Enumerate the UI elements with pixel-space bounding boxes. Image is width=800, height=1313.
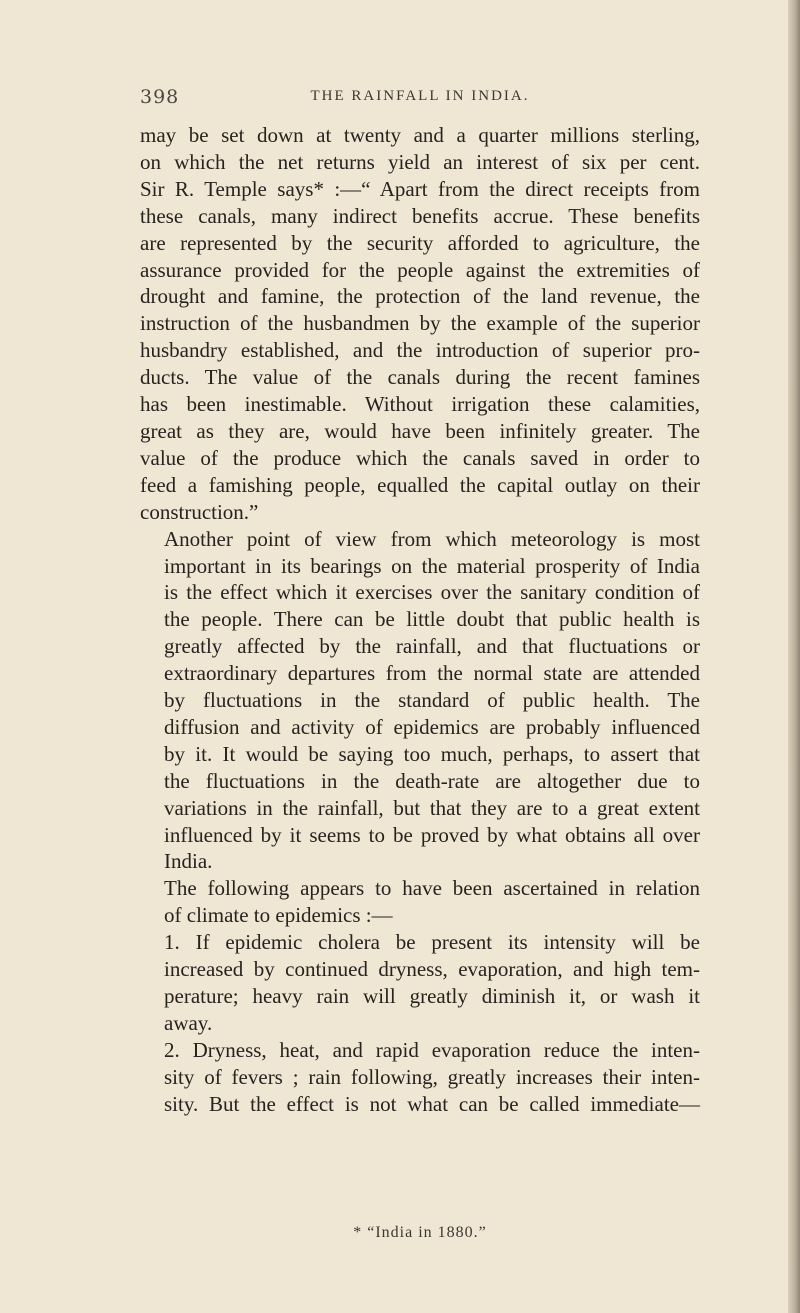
text-line: drought and famine, the protection of the land revenue, the: [140, 284, 700, 309]
text-line: greatly affected by the rainfall, and that fluctuations or: [164, 634, 700, 659]
text-line: are represented by the security afforded to agriculture, the: [140, 230, 700, 255]
text-line: by it. It would be saying too much, perhaps, to assert that: [164, 741, 700, 766]
paragraph: [140, 929, 700, 1037]
text-line: Another point of view from which meteorology is most: [164, 526, 700, 551]
text-line: the people. There can be little doubt that public health is: [164, 607, 700, 632]
text-line: instruction of the husbandmen by the example of the superior: [140, 311, 700, 336]
body-text: [140, 122, 700, 1118]
footnote: * “India in 1880.”: [353, 1224, 487, 1241]
text-line: of climate to epidemics :—: [164, 903, 393, 928]
text-line: important in its bearings on the material prosperity of India: [164, 553, 700, 578]
text-line: sity of fevers ; rain following, greatly increases their inten-: [164, 1064, 700, 1089]
text-line: away.: [164, 1010, 213, 1035]
paragraph: [140, 875, 700, 929]
text-line: Sir R. Temple says* :—“ Apart from the direct receipts from: [140, 176, 700, 201]
text-line: sity. But the effect is not what can be called immediate—: [164, 1091, 700, 1116]
text-line: feed a famishing people, equalled the capital outlay on their: [140, 472, 700, 497]
text-line: construction.”: [140, 499, 259, 524]
text-line: has been inestimable. Without irrigation these calamities,: [140, 392, 700, 417]
page-number: 398: [140, 86, 180, 108]
text-line: increased by continued dryness, evaporation, and high tem-: [164, 957, 700, 982]
text-line: India.: [164, 849, 213, 874]
text-line: by fluctuations in the standard of public health. The: [164, 688, 700, 713]
text-line: influenced by it seems to be proved by what obtains all over: [164, 822, 700, 847]
text-line: these canals, many indirect benefits accrue. These benefits: [140, 203, 700, 228]
text-line: The following appears to have been ascertained in relation: [164, 876, 700, 901]
text-line: great as they are, would have been infinitely greater. The: [140, 418, 700, 443]
page-header: [140, 86, 700, 110]
text-line: variations in the rainfall, but that they are to a great extent: [164, 795, 700, 820]
text-line: is the effect which it exercises over the sanitary condition of: [164, 580, 700, 605]
text-line: perature; heavy rain will greatly diminish it, or wash it: [164, 984, 700, 1008]
text-line: 2. Dryness, heat, and rapid evaporation reduce the inten-: [164, 1037, 700, 1062]
text-line: diffusion and activity of epidemics are probably influenced: [164, 714, 700, 739]
text-line: value of the produce which the canals saved in order to: [140, 445, 700, 470]
text-line: husbandry established, and the introduction of superior pro-: [140, 338, 700, 363]
paragraph: [140, 526, 700, 876]
text-line: assurance provided for the people against the extremities of: [140, 257, 700, 282]
text-line: 1. If epidemic cholera be present its intensity will be: [164, 930, 700, 955]
paragraph: [140, 122, 700, 526]
text-line: extraordinary departures from the normal state are attended: [164, 661, 700, 686]
text-line: ducts. The value of the canals during the recent famines: [140, 365, 700, 390]
page-edge: [788, 0, 800, 1313]
running-head: THE RAINFALL IN INDIA.: [310, 88, 530, 104]
text-line: may be set down at twenty and a quarter millions sterling,: [140, 123, 700, 147]
text-line: the fluctuations in the death-rate are altogether due to: [164, 768, 700, 793]
paragraph: [140, 1037, 700, 1118]
text-line: on which the net returns yield an interest of six per cent.: [140, 149, 700, 174]
